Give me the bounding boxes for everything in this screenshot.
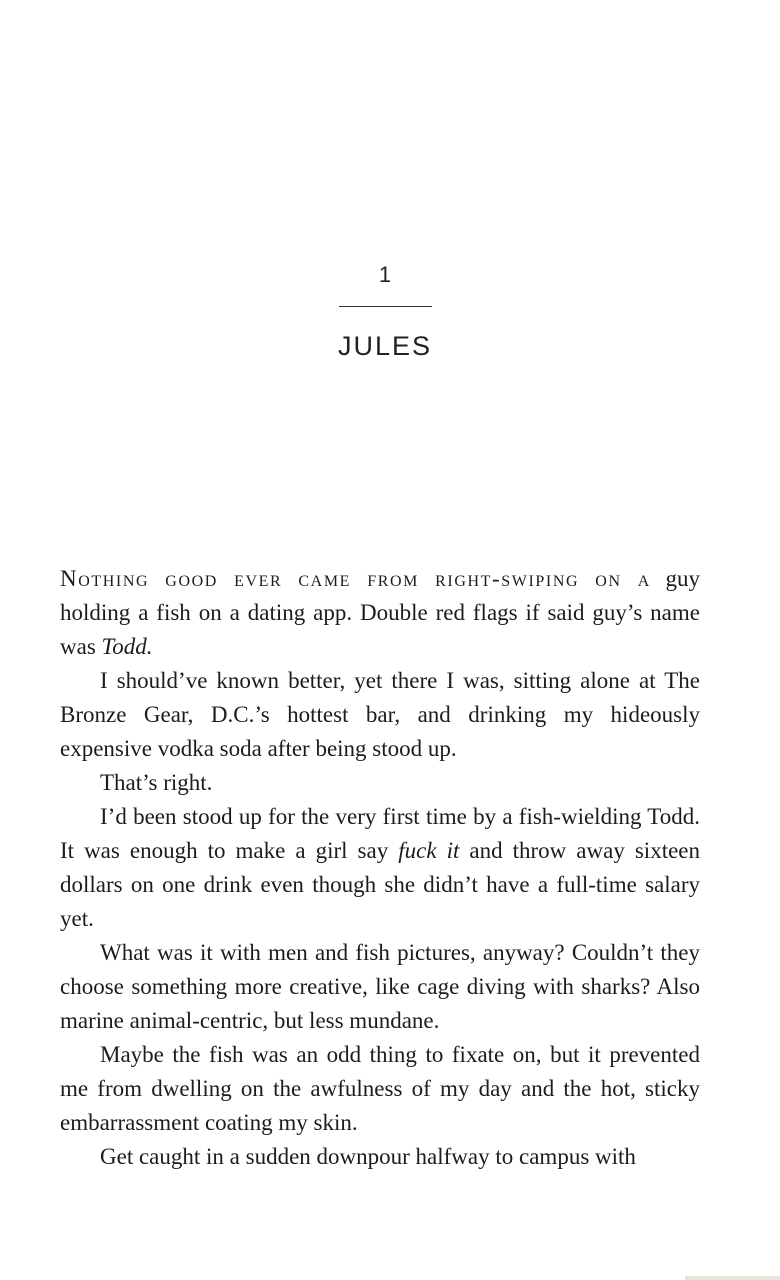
paragraph-text: guy holding a fish on a dating app. Double red flags if said guy’s name was bbox=[60, 566, 700, 659]
paragraph-5 bbox=[60, 936, 700, 1038]
paragraph-7 bbox=[60, 1140, 700, 1174]
paragraph-text: and throw away sixteen dollars on one drink even though she didn’t have a full-time salary yet. bbox=[60, 838, 701, 931]
paragraph-text: What was it with men and fish pictures, anyway? Couldn’t they choose something more creative, like cage diving with sharks? Also marine animal-centric, but less mundane. bbox=[60, 940, 700, 1033]
paragraph-text: I’d been stood up for the very first time by a fish-wielding Todd. It was enough to make a girl say bbox=[60, 804, 700, 863]
emphasis-text: fuck it bbox=[398, 838, 460, 863]
paragraph-6 bbox=[60, 1038, 700, 1140]
chapter-body bbox=[60, 562, 700, 1174]
page-edge-mark bbox=[685, 1276, 780, 1280]
chapter-number: 1 bbox=[378, 262, 392, 287]
opening-small-caps: Nothing good ever came from right-swiping on a bbox=[60, 566, 651, 591]
paragraph-2 bbox=[60, 664, 700, 766]
paragraph-text: Get caught in a sudden downpour halfway to campus with bbox=[100, 1144, 636, 1169]
paragraph-text: That’s right. bbox=[100, 770, 213, 795]
paragraph-4 bbox=[60, 800, 700, 936]
emphasis-text: Todd. bbox=[101, 634, 153, 659]
paragraph-text: Maybe the fish was an odd thing to fixate on, but it prevented me from dwelling on the awfulness of my day and the hot, sticky embarrassment coating my skin. bbox=[60, 1042, 700, 1135]
chapter-title: JULES bbox=[337, 331, 433, 361]
paragraph-1 bbox=[60, 562, 700, 664]
chapter-divider bbox=[339, 306, 432, 307]
paragraph-3 bbox=[60, 766, 700, 800]
paragraph-text: I should’ve known better, yet there I was, sitting alone at The Bronze Gear, D.C.’s hottest bar, and drinking my hideously expensive vodka soda after being stood up. bbox=[60, 668, 700, 761]
